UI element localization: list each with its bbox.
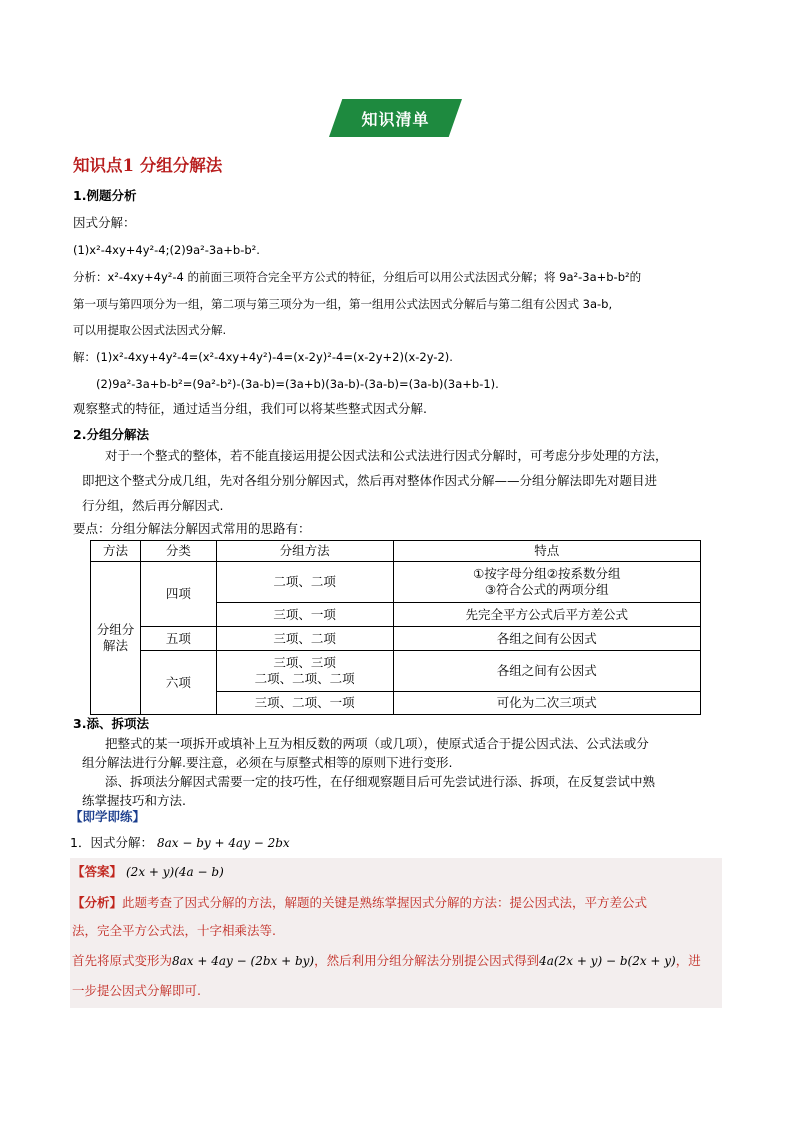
- feature-line-1: ①按字母分组②按系数分组: [473, 566, 621, 581]
- analysis-line-2: 第一项与第四项分为一组，第二项与第三项分为一组，第一组用公式法因式分解后与第二组有公因式 3a-b,: [73, 297, 613, 311]
- s3-p1-line-2: 组分解法进行分解.要注意，必须在与原整式相等的原则下进行变形.: [82, 755, 453, 770]
- analysis-line-4: 一步提公因式分解即可.: [72, 983, 201, 998]
- method-line-1: 分组分: [96, 622, 135, 637]
- s2-body-line-3: 行分组，然后再分解因式.: [82, 498, 224, 513]
- table-header-row: [91, 541, 701, 562]
- s3-p1-line-1: 把整式的某一项拆开或填补上互为相反数的两项（或几项），使原式适合于提公因式法、公式法或分: [105, 736, 649, 751]
- feature-cell: 各组之间有公因式: [393, 651, 700, 692]
- table-row: [91, 651, 701, 692]
- analysis-line-1: [72, 893, 647, 913]
- analysis-line-3: [72, 951, 701, 971]
- section2-heading: 2.分组分解法: [73, 427, 149, 442]
- section3-heading: 3.添、拆项法: [73, 716, 149, 731]
- s3-p2-line-2: 练掌握技巧和方法.: [82, 793, 186, 808]
- header-grouping: 分组方法: [216, 541, 393, 562]
- analysis-label: 【分析】: [72, 895, 123, 910]
- analysis-text-3b: ，然后利用分组分解法分别提公因式得到: [314, 953, 540, 968]
- category-four: 四项: [140, 562, 216, 627]
- group-cell: 三项、一项: [216, 603, 393, 627]
- table-row: [91, 627, 701, 651]
- analysis-line-3: 可以用提取公因式法因式分解.: [73, 323, 227, 337]
- answer-expression: (2x + y)(4a − b): [126, 865, 224, 879]
- analysis-expression-2: 4a(2x + y) − b(2x + y): [539, 954, 676, 968]
- analysis-line-2: 法，完全平方公式法，十字相乘法等.: [72, 923, 276, 938]
- practice-heading: 【即学即练】: [70, 809, 146, 824]
- section-banner: [329, 99, 462, 137]
- grouping-methods-table: [90, 540, 701, 715]
- answer-label: 【答案】: [72, 864, 123, 879]
- banner-title: 知识清单: [361, 109, 430, 129]
- analysis-line-1: 分析：x²-4xy+4y²-4 的前面三项符合完全平方公式的特征，分组后可以用公式法因式分解；将 9a²-3a+b-b²的: [73, 270, 642, 284]
- feature-line-2: ③符合公式的两项分组: [484, 582, 609, 597]
- method-cell: [91, 562, 141, 715]
- observe-text: 观察整式的特征，通过适当分组，我们可以将某些整式因式分解.: [73, 401, 427, 416]
- group-cell: 三项、二项、一项: [216, 692, 393, 715]
- s2-body-line-1: 对于一个整式的整体，若不能直接运用提公因式法和公式法进行因式分解时，可考虑分步处理的方法，: [105, 448, 668, 463]
- feature-cell: 先完全平方公式后平方差公式: [393, 603, 700, 627]
- header-method: 方法: [91, 541, 141, 562]
- question-1: [70, 833, 290, 853]
- group-line-1: 三项、三项: [273, 655, 336, 670]
- group-cell: 二项、二项: [216, 562, 393, 603]
- answer-line: [72, 862, 224, 882]
- group-cell: 三项、二项: [216, 627, 393, 651]
- problems-text: (1)x²-4xy+4y²-4;(2)9a²-3a+b-b².: [73, 243, 260, 257]
- feature-cell: [393, 562, 700, 603]
- s3-p2-line-1: 添、拆项法分解因式需要一定的技巧性，在仔细观察题目后可先尝试进行添、拆项，在反复尝试中熟: [105, 774, 656, 789]
- header-category: 分类: [140, 541, 216, 562]
- feature-cell: 可化为二次三项式: [393, 692, 700, 715]
- s2-body-line-2: 即把这个整式分成几组，先对各组分别分解因式，然后再对整体作因式分解——分组分解法即先对题目进: [82, 473, 658, 488]
- method-line-2: 解法: [102, 638, 128, 653]
- solution-line-1: 解：(1)x²-4xy+4y²-4=(x²-4xy+4y²)-4=(x-2y)²-4=(x-2y+2)(x-2y-2).: [73, 350, 453, 364]
- category-five: 五项: [140, 627, 216, 651]
- category-six: 六项: [140, 651, 216, 715]
- analysis-text-1: 此题考查了因式分解的方法，解题的关键是熟练掌握因式分解的方法：提公因式法，平方差公式: [122, 895, 648, 910]
- question-1-label: 1．因式分解：: [70, 835, 153, 850]
- feature-cell: 各组之间有公因式: [393, 627, 700, 651]
- section1-heading: 1.例题分析: [73, 188, 137, 203]
- analysis-text-3c: ，进: [675, 953, 701, 968]
- question-1-expression: 8ax − by + 4ay − 2bx: [156, 836, 290, 850]
- task-label: 因式分解：: [73, 215, 136, 230]
- keypoint-text: 要点：分组分解法分解因式常用的思路有：: [73, 521, 311, 536]
- analysis-text-3a: 首先将原式变形为: [72, 953, 173, 968]
- table-row: [91, 562, 701, 603]
- header-feature: 特点: [393, 541, 700, 562]
- solution-line-2: (2)9a²-3a+b-b²=(9a²-b²)-(3a-b)=(3a+b)(3a-b)-(3a-b)=(3a-b)(3a+b-1).: [96, 377, 499, 391]
- group-cell: [216, 651, 393, 692]
- analysis-expression-1: 8ax + 4ay − (2bx + by): [172, 954, 315, 968]
- knowledge-point-title: 知识点1 分组分解法: [73, 156, 223, 175]
- group-line-2: 二项、二项、二项: [254, 671, 355, 686]
